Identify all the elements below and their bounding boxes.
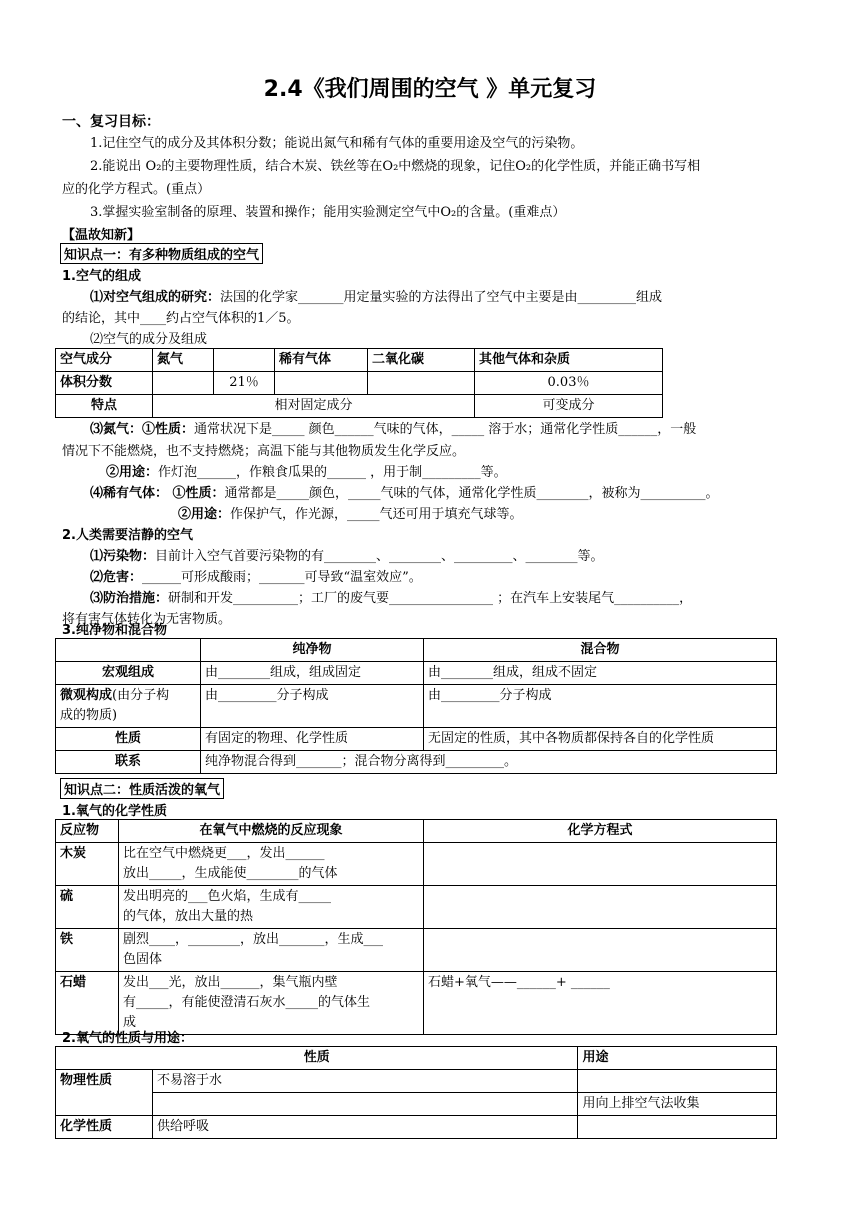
objectives-heading: 一、复习目标： — [62, 114, 160, 130]
nitrogen-properties-text: 通常状况下是_____ 颜色______气味的气体，_____ 溶于水；通常化学性质______，一般 — [194, 422, 697, 437]
cell-feature-variable: 可变成分 — [475, 395, 663, 418]
equation — [424, 929, 777, 972]
micro-label-rest: (由分子构 — [112, 688, 170, 703]
rare-gas-use-text: 作保护气，作光源，_____气还可用于填充气球等。 — [230, 507, 523, 522]
nitrogen-properties-line-2: 情况下不能燃烧，也不支持燃烧；高温下能与其他物质发生化学反应。 — [62, 444, 466, 459]
knowledge-point-1-label: 知识点一：有多种物质组成的空气 — [60, 243, 263, 264]
rare-gas-properties-text: 通常都是_____颜色，_____气味的气体，通常化学性质________，被称为__________。 — [224, 486, 719, 501]
rare-gas-properties-label: ⑷稀有气体： ①性质： — [90, 486, 225, 501]
rare-gas-use-label: ②用途： — [178, 507, 231, 522]
nitrogen-use-label: ②用途： — [106, 465, 159, 480]
oxygen-properties-table — [55, 1046, 777, 1139]
phenomenon — [119, 843, 424, 886]
objective-3: 3.掌握实验室制备的原理、装置和操作；能用实验测定空气中O₂的含量。(重难点） — [90, 205, 566, 220]
cell-nitrogen-fraction — [153, 372, 214, 395]
reactant-name: 铁 — [56, 929, 119, 972]
row-macro-label: 宏观组成 — [56, 662, 201, 685]
cell-macro-pure: 由________组成，组成固定 — [201, 662, 424, 685]
physical-property-label: 物理性质 — [56, 1070, 153, 1116]
header-reactant: 反应物 — [56, 820, 119, 843]
table-row — [56, 886, 777, 929]
pollutants-text: 目前计入空气首要污染物的有________、________、_________、________等。 — [155, 549, 604, 564]
prevention-label: ⑶防治措施： — [90, 591, 169, 606]
oxygen-reaction-table — [55, 819, 777, 1035]
row-feature-label: 特点 — [56, 395, 153, 418]
row-property-label: 性质 — [56, 728, 201, 751]
phenomenon-line-1: 比在空气中燃烧更___，发出______ — [123, 846, 325, 861]
row-relation-label: 联系 — [56, 751, 201, 774]
phenomenon — [119, 929, 424, 972]
cell-oxygen-fraction: 21％ — [214, 372, 275, 395]
header-air-component: 空气成分 — [56, 349, 153, 372]
cell-co2-fraction — [368, 372, 475, 395]
cell-other-fraction: 0.03％ — [475, 372, 663, 395]
physical-use-2: 用向上排空气法收集 — [578, 1093, 777, 1116]
micro-label-line2: 成的物质) — [60, 708, 118, 723]
nitrogen-properties-label: ⑶氮气：①性质： — [90, 422, 195, 437]
prevention-line-2: 将有害气体转化为无害物质。 — [62, 612, 232, 627]
cell-property-pure: 有固定的物理、化学性质 — [201, 728, 424, 751]
section-oxygen-properties-uses: 2.氧气的性质与用途： — [62, 1031, 193, 1046]
equation: 石蜡+氧气——______+ ______ — [424, 972, 777, 1035]
phenomenon-line-2: 放出_____，生成能使________的气体 — [123, 866, 338, 881]
nitrogen-use-text: 作灯泡______，作粮食瓜果的______ ，用于制_________等。 — [158, 465, 507, 480]
air-composition-table — [55, 348, 663, 418]
header-blank — [56, 639, 201, 662]
reactant-name: 木炭 — [56, 843, 119, 886]
header-property: 性质 — [56, 1047, 578, 1070]
phenomenon-line-1: 发出明亮的___色火焰，生成有_____ — [123, 889, 332, 904]
physical-property-2 — [153, 1093, 578, 1116]
pure-mixture-table — [55, 638, 777, 774]
table-row — [56, 929, 777, 972]
air-research-line — [90, 286, 662, 305]
row-volume-fraction-label: 体积分数 — [56, 372, 153, 395]
header-mixture: 混合物 — [424, 639, 777, 662]
header-phenomenon: 在氧气中燃烧的反应现象 — [119, 820, 424, 843]
phenomenon — [119, 972, 424, 1035]
equation — [424, 843, 777, 886]
micro-label-bold: 微观构成 — [60, 688, 113, 703]
header-use: 用途 — [578, 1047, 777, 1070]
page-title: 2.4《我们周围的空气 》单元复习 — [263, 77, 597, 102]
harm-text: ______可形成酸雨；_______可导致“温室效应”。 — [142, 570, 422, 585]
objective-2-cont: 应的化学方程式。(重点） — [62, 182, 211, 197]
header-co2: 二氧化碳 — [368, 349, 475, 372]
phenomenon — [119, 886, 424, 929]
reactant-name: 石蜡 — [56, 972, 119, 1035]
equation — [424, 886, 777, 929]
section-air-composition: 1.空气的组成 — [62, 269, 141, 284]
chemical-property-1: 供给呼吸 — [153, 1116, 578, 1139]
harm-line — [90, 566, 422, 585]
cell-feature-fixed: 相对固定成分 — [153, 395, 475, 418]
review-heading: 【温故知新】 — [62, 228, 141, 243]
air-components-heading: ⑵空气的成分及组成 — [90, 332, 208, 347]
section-pure-mixture: 3.纯净物和混合物 — [62, 623, 167, 638]
section-oxygen-chemistry: 1.氧气的化学性质 — [62, 804, 167, 819]
cell-micro-pure: 由_________分子构成 — [201, 685, 424, 728]
header-nitrogen: 氮气 — [153, 349, 214, 372]
rare-gas-properties-line — [90, 482, 719, 501]
prevention-text: 研制和开发__________；工厂的废气要________________ ；在汽车上安装尾气__________， — [168, 591, 693, 606]
air-research-label: ⑴对空气组成的研究： — [90, 290, 221, 305]
header-other-gas: 其他气体和杂质 — [475, 349, 663, 372]
section-clean-air: 2.人类需要洁静的空气 — [62, 528, 193, 543]
header-equation: 化学方程式 — [424, 820, 777, 843]
pollutants-line — [90, 545, 604, 564]
row-micro-label — [56, 685, 201, 728]
air-research-text: 法国的化学家_______用定量实验的方法得出了空气中主要是由_________组成 — [220, 290, 663, 305]
phenomenon-line-2: 的气体，放出大量的热 — [123, 909, 254, 924]
phenomenon-line-1: 剧烈____，________，放出_______，生成___ — [123, 932, 384, 947]
reactant-name: 硫 — [56, 886, 119, 929]
header-pure: 纯净物 — [201, 639, 424, 662]
header-oxygen-blank — [214, 349, 275, 372]
objective-2: 2.能说出 O₂的主要物理性质，结合木炭、铁丝等在O₂中燃烧的现象，记住O₂的化学性质，并能正确书写相 — [90, 159, 701, 174]
nitrogen-use-line — [106, 461, 507, 480]
rare-gas-use-line — [178, 503, 523, 522]
knowledge-point-2-label: 知识点二：性质活泼的氧气 — [60, 778, 224, 799]
cell-relation: 纯净物混合得到_______；混合物分离得到_________。 — [201, 751, 777, 774]
objective-1: 1.记住空气的成分及其体积分数；能说出氮气和稀有气体的重要用途及空气的污染物。 — [90, 136, 584, 151]
chemical-use-1 — [578, 1116, 777, 1139]
harm-label: ⑵危害： — [90, 570, 143, 585]
cell-macro-mixture: 由________组成，组成不固定 — [424, 662, 777, 685]
physical-use-1 — [578, 1070, 777, 1093]
phenomenon-line-2: 有_____，有能使澄清石灰水_____的气体生 — [123, 995, 371, 1010]
phenomenon-line-2: 色固体 — [123, 952, 163, 967]
cell-micro-mixture: 由_________分子构成 — [424, 685, 777, 728]
cell-property-mixture: 无固定的性质，其中各物质都保持各自的化学性质 — [424, 728, 777, 751]
table-row — [56, 972, 777, 1035]
prevention-line — [90, 587, 692, 606]
nitrogen-properties-line — [90, 418, 696, 437]
phenomenon-line-3: 成 — [123, 1015, 137, 1030]
air-research-line-2: 的结论，其中____约占空气体积的1／5。 — [62, 311, 300, 326]
pollutants-label: ⑴污染物： — [90, 549, 156, 564]
header-rare-gas: 稀有气体 — [275, 349, 368, 372]
physical-property-1: 不易溶于水 — [153, 1070, 578, 1093]
cell-rare-fraction — [275, 372, 368, 395]
phenomenon-line-1: 发出___光，放出______，集气瓶内壁 — [123, 975, 338, 990]
table-row — [56, 843, 777, 886]
chemical-property-label: 化学性质 — [56, 1116, 153, 1139]
